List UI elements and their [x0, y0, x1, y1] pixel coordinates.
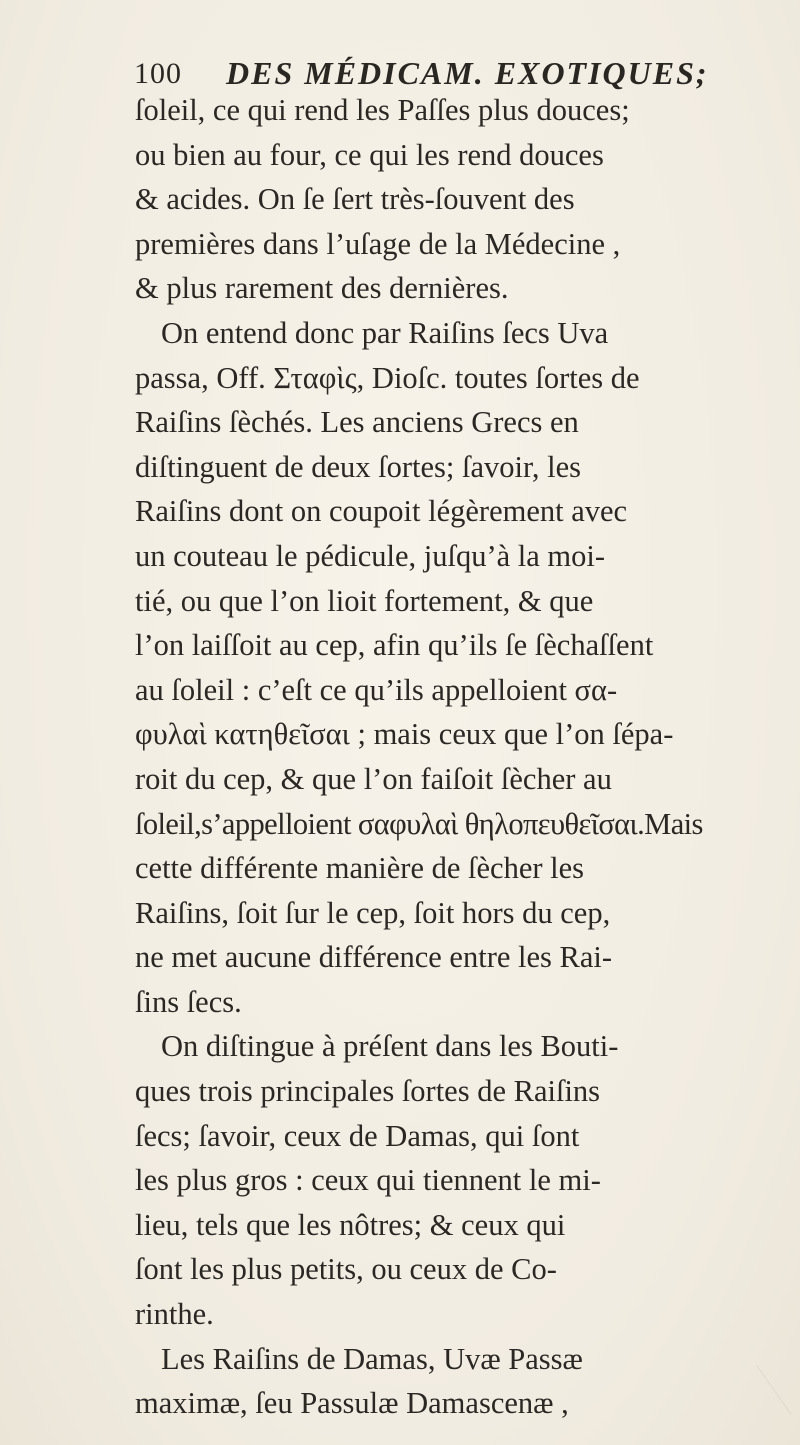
- text-line: Raiſins, ſoit ſur le cep, ſoit hors du cep,: [135, 895, 611, 930]
- paragraph-start-line: On diſtingue à préſent dans les Bouti-: [161, 1029, 619, 1064]
- paragraph-start-line: Les Raiſins de Damas, Uvæ Passæ: [161, 1341, 583, 1376]
- text-line: & plus rarement des dernières.: [135, 271, 509, 306]
- text-line: premières dans l’uſage de la Médecine ,: [135, 226, 621, 261]
- text-line: roit du cep, & que l’on faiſoit ſècher au: [135, 761, 612, 796]
- text-line: ou bien au four, ce qui les rend douces: [135, 137, 604, 172]
- text-line: passa, Off. Σταφὶς, Dioſc. toutes ſortes de: [135, 360, 640, 395]
- text-line: les plus gros : ceux qui tiennent le mi-: [135, 1163, 601, 1198]
- text-line: Raiſins dont on coupoit légèrement avec: [135, 494, 628, 529]
- text-line: ſins ſecs.: [135, 984, 242, 1019]
- text-line: Raiſins ſèchés. Les anciens Grecs en: [135, 405, 579, 440]
- text-line: lieu, tels que les nôtres; & ceux qui: [135, 1207, 566, 1242]
- text-line: ne met aucune différence entre les Rai-: [135, 940, 613, 975]
- text-line: l’on laiſſoit au cep, afin qu’ils ſe ſèchaſſent: [135, 628, 654, 663]
- running-head: DES MÉDICAM. EXOTIQUES;: [226, 55, 709, 91]
- text-line: ſecs; ſavoir, ceux de Damas, qui ſont: [135, 1118, 580, 1153]
- text-line: ſoleil, ce qui rend les Paſſes plus douces;: [135, 93, 630, 127]
- text-line: φυλαὶ κατηθεῖσαι ; mais ceux que l’on ſépa-: [135, 717, 674, 752]
- body-text: [135, 88, 795, 1426]
- text-line: ſoleil,s’appelloient σαφυλαὶ θηλοπευθεῖσαι.Mais: [135, 806, 703, 841]
- text-line: tié, ou que l’on lioit fortement, & que: [135, 583, 594, 618]
- text-line: ſont les plus petits, ou ceux de Co-: [135, 1252, 557, 1287]
- page-number: 100: [134, 57, 182, 90]
- text-line: rinthe.: [135, 1297, 214, 1332]
- text-line: un couteau le pédicule, juſqu’à la moi-: [135, 538, 606, 573]
- text-line: diſtinguent de deux ſortes; ſavoir, les: [135, 449, 582, 484]
- paragraph-start-line: On entend donc par Raiſins ſecs Uva: [161, 315, 609, 350]
- text-line: ques trois principales ſortes de Raiſins: [135, 1074, 601, 1109]
- text-line: au ſoleil : c’eſt ce qu’ils appelloient σα-: [135, 672, 618, 707]
- text-line: maximæ, ſeu Passulæ Damascenæ ,: [135, 1386, 569, 1421]
- text-line: cette différente manière de ſècher les: [135, 851, 585, 886]
- text-line: & acides. On ſe ſert très-ſouvent des: [135, 182, 575, 217]
